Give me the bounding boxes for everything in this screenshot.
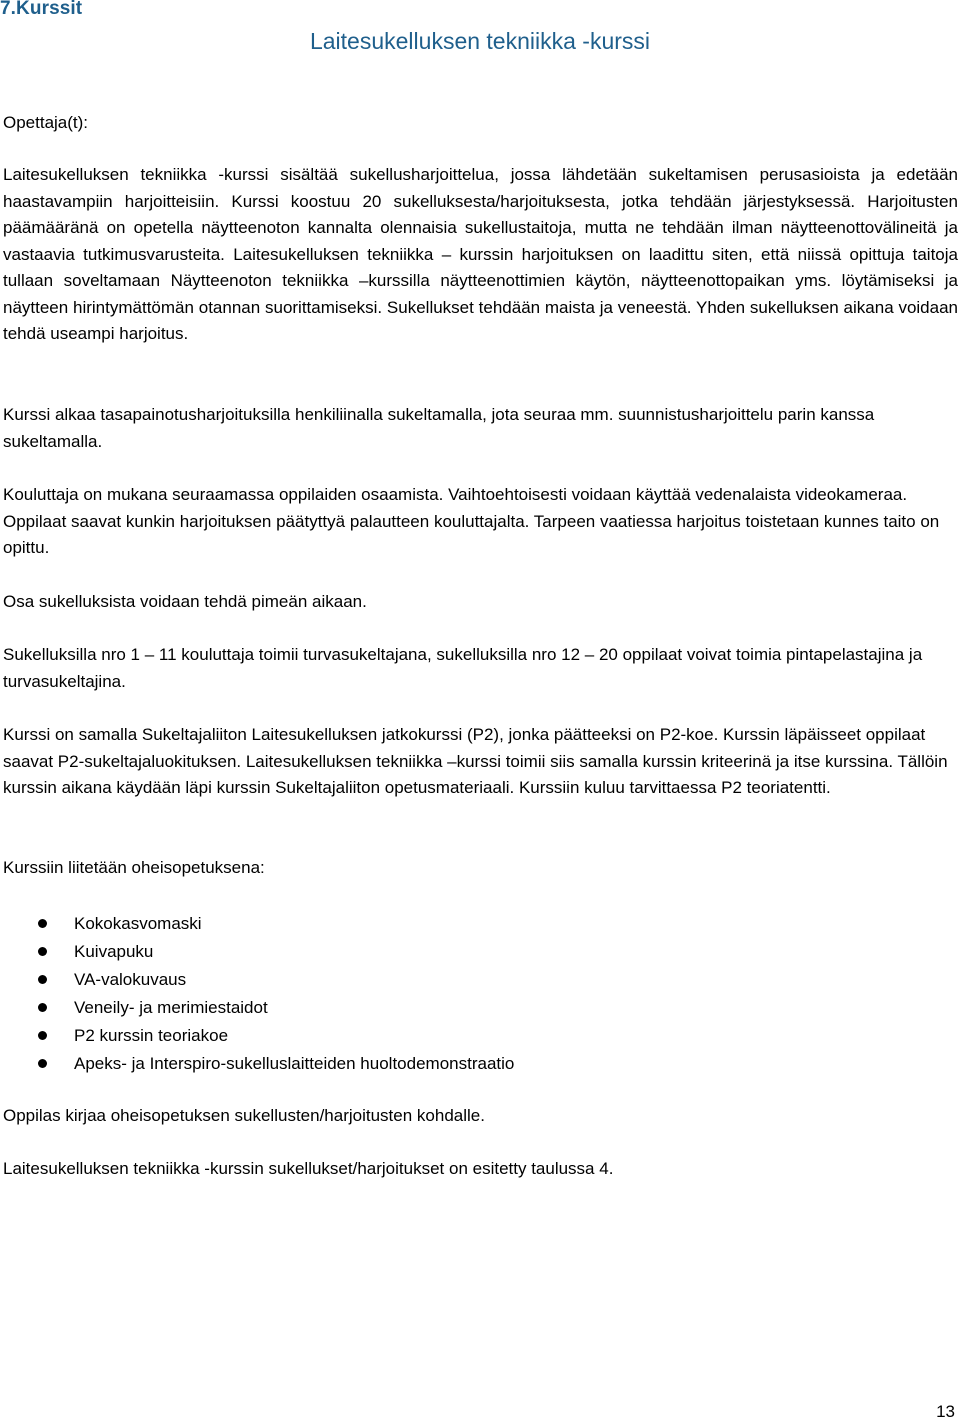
section-heading: 7.Kurssit xyxy=(0,0,83,19)
bullet-icon xyxy=(38,919,47,928)
trainer-paragraph: Kouluttaja on mukana seuraamassa oppilaiden osaamista. Vaihtoehtoisesti voidaan käyttää vedenalaista videokameraa. Oppilaat saavat kunkin harjoituksen päätyttyä palautteen kouluttajalta. Tarpeen vaatiessa harjoitus toistetaan kunnes taito on opittu. xyxy=(3,485,940,557)
list-item-label: Veneily- ja merimiestaidot xyxy=(74,998,268,1017)
record-paragraph: Oppilas kirjaa oheisopetuksen sukellusten/harjoitusten kohdalle. xyxy=(3,1106,485,1125)
list-item-label: Kokokasvomaski xyxy=(74,914,202,933)
list-item-label: P2 kurssin teoriakoe xyxy=(74,1026,229,1045)
bullet-icon xyxy=(38,975,47,984)
dark-dives-paragraph: Osa sukelluksista voidaan tehdä pimeän aikaan. xyxy=(3,592,367,611)
safety-paragraph: Sukelluksilla nro 1 – 11 kouluttaja toimii turvasukeltajana, sukelluksilla nro 12 – 20 oppilaat voivat toimia pintapelastajina ja turvasukeltajina. xyxy=(3,645,923,691)
list-item-label: Apeks- ja Interspiro-sukelluslaitteiden huoltodemonstraatio xyxy=(74,1054,515,1073)
table-reference-paragraph: Laitesukelluksen tekniikka -kurssin sukellukset/harjoitukset on esitetty taulussa 4. xyxy=(3,1159,614,1178)
bullet-icon xyxy=(38,1003,47,1012)
list-item-label: VA-valokuvaus xyxy=(74,970,187,989)
document-title: Laitesukelluksen tekniikka -kurssi xyxy=(309,28,651,54)
bullet-icon xyxy=(38,1059,47,1068)
extras-intro: Kurssiin liitetään oheisopetuksena: xyxy=(3,858,265,877)
page-number: 13 xyxy=(936,1402,955,1421)
list-item-label: Kuivapuku xyxy=(74,942,154,961)
teacher-label: Opettaja(t): xyxy=(3,113,89,132)
extras-list xyxy=(0,910,514,1078)
list-item xyxy=(0,1022,514,1050)
list-item xyxy=(0,966,514,994)
bullet-icon xyxy=(38,947,47,956)
list-item xyxy=(0,938,514,966)
list-item xyxy=(0,910,514,938)
bullet-icon xyxy=(38,1031,47,1040)
list-item xyxy=(0,1050,514,1078)
balance-paragraph: Kurssi alkaa tasapainotusharjoituksilla henkiliinalla sukeltamalla, jota seuraa mm. suunnistusharjoittelu parin kanssa sukeltamalla. xyxy=(3,405,875,451)
p2-course-paragraph: Kurssi on samalla Sukeltajaliiton Laitesukelluksen jatkokurssi (P2), jonka päätteeksi on P2-koe. Kurssin läpäisseet oppilaat saavat P2-sukeltajaluokituksen. Laitesukelluksen tekniikka –kurssi toimii siis samalla kurssin kriteerinä ja itse kurssina. Tällöin kurssin aikana käydään läpi kurssin Sukeltajaliiton opetusmateriaali. Kurssiin kuluu tarvittaessa P2 teoriatentti. xyxy=(3,725,948,797)
list-item xyxy=(0,994,514,1022)
intro-paragraph: Laitesukelluksen tekniikka -kurssi sisältää sukellusharjoittelua, jossa lähdetään sukeltamisen perusasioista ja edetään haastavampiin harjoitteisiin. Kurssi koostuu 20 sukelluksesta/harjoituksesta, jotka tehdään järjestyksessä. Harjoitusten päämääränä on opetella näytteenoton kannalta olennaisia sukellustaitoja, mutta ne tehdään ilman näytteenottovälineitä ja vastaavia tutkimusvarusteita. Laitesukelluksen tekniikka – kurssin harjoituksen on laadittu siten, että niissä opittuja taitoja tullaan soveltamaan Näytteenoton tekniikka –kurssilla näytteenottimien käytön, näytteenottopaikan yms. löytämiseksi ja näytteen hirintymättömän otannan suorittamiseksi. Sukellukset tehdään maista ja veneestä. Yhden sukelluksen aikana voidaan tehdä useampi harjoitus. xyxy=(3,165,958,343)
